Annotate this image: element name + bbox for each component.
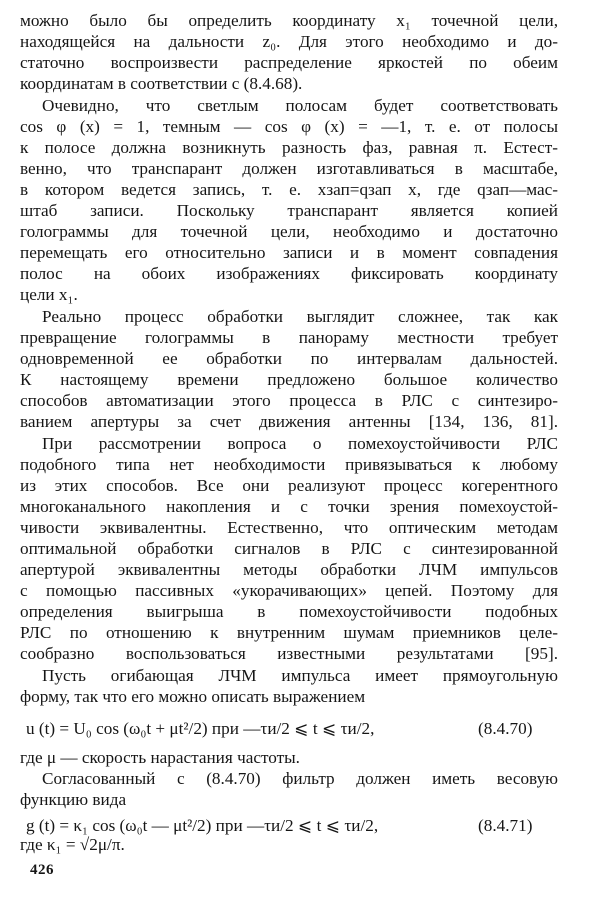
text-line-content: Очевидно, что светлым полосам будет соответствовать xyxy=(42,96,558,115)
text-line-content: можно было бы определить координату x₁ точечной цели, xyxy=(20,11,558,30)
text-line-content: функцию вида xyxy=(20,790,127,809)
equation-8-4-70 xyxy=(0,716,589,742)
text-line-content: К настоящему времени предложено большое количество xyxy=(20,370,558,389)
text-line-content: многоканального накопления и с точки зрения помехоустой- xyxy=(20,497,558,516)
text-line xyxy=(0,643,589,665)
text-line-content: из этих способов. Все они реализуют процесс когерентного xyxy=(20,476,558,495)
text-line xyxy=(0,242,589,264)
text-line xyxy=(0,284,589,306)
text-line xyxy=(0,158,589,180)
text-line-content: голограммы для точечной цели, необходимо и достаточно xyxy=(20,222,558,241)
text-line-content: cos φ (x) = 1, темным — cos φ (x) = —1, т. е. от полосы xyxy=(20,117,558,136)
text-line-content: статочно воспроизвести распределение яркостей по обеим xyxy=(20,53,558,72)
text-line xyxy=(0,200,589,222)
text-line xyxy=(0,559,589,581)
text-line xyxy=(0,73,589,95)
text-line-content: форму, так что его можно описать выражением xyxy=(20,687,366,706)
equation-expression: g (t) = κ₁ cos (ω₀t — μt²/2) при —τи/2 ⩽ t ⩽ τи/2, xyxy=(26,816,379,835)
text-line xyxy=(0,496,589,518)
text-line-content: где κ₁ = √2μ/π. xyxy=(20,835,125,854)
text-line-content: Реально процесс обработки выглядит сложнее, так как xyxy=(42,307,558,326)
text-line xyxy=(0,390,589,412)
text-line-content: ванием апертуры за счет движения антенны [134, 136, 81]. xyxy=(20,412,558,431)
text-line xyxy=(0,95,589,117)
text-line xyxy=(0,454,589,476)
text-line xyxy=(0,31,589,53)
text-line-content: к полосе должна возникнуть разность фаз, равная π. Естест- xyxy=(20,138,558,157)
text-line-content: определения выигрыша в помехоустойчивости подобных xyxy=(20,602,558,621)
text-line-content: сообразно воспользоваться известными результатами [95]. xyxy=(20,644,558,663)
text-line-content: где μ — скорость нарастания частоты. xyxy=(20,748,300,767)
text-line-content: РЛС по отношению к внутренним шумам приемников целе- xyxy=(20,623,558,642)
text-line xyxy=(0,622,589,644)
text-line-content: в котором ведется запись, т. е. xзап=qзап x, где qзап—мас- xyxy=(20,180,558,199)
text-line-content: При рассмотрении вопроса о помехоустойчивости РЛС xyxy=(42,434,558,453)
page-number: 426 xyxy=(30,862,54,878)
text-line-content: апертурой эквивалентны методы обработки ЛЧМ импульсов xyxy=(20,560,558,579)
equation-expression: u (t) = U₀ cos (ω₀t + μt²/2) при —τи/2 ⩽ t ⩽ τи/2, xyxy=(26,719,375,738)
text-line xyxy=(0,601,589,623)
text-line-content: штаб записи. Поскольку транспарант является копией xyxy=(20,201,558,220)
text-line xyxy=(0,179,589,201)
text-line-content: Согласованный с (8.4.70) фильтр должен иметь весовую xyxy=(42,769,558,788)
text-line-content: подобного типа нет необходимости привязываться к любому xyxy=(20,455,558,474)
text-line-content: Пусть огибающая ЛЧМ импульса имеет прямоугольную xyxy=(42,666,558,685)
text-line-content: чивости эквивалентны. Естественно, что оптическим методам xyxy=(20,518,558,537)
text-line-content: полос на обоих изображениях фиксировать координату xyxy=(20,264,558,283)
text-line-content: цели x₁. xyxy=(20,285,78,304)
text-line-content: венно, что транспарант должен изготавливаться в масштабе, xyxy=(20,159,558,178)
text-line-content: способов автоматизации этого процесса в РЛС с синтезиро- xyxy=(20,391,558,410)
text-line-content: одновременной ее обработки по интервалам дальностей. xyxy=(20,349,558,368)
text-line xyxy=(0,789,589,811)
text-line xyxy=(0,538,589,560)
text-line xyxy=(0,52,589,74)
text-line-content: превращение голограммы в панораму местности требует xyxy=(20,328,558,347)
text-line-content: координатам в соответствии с (8.4.68). xyxy=(20,74,303,93)
text-line xyxy=(0,747,589,769)
text-line xyxy=(0,517,589,539)
text-line xyxy=(0,768,589,790)
text-line xyxy=(0,327,589,349)
text-line xyxy=(0,475,589,497)
text-line xyxy=(0,686,589,708)
equation-number: (8.4.70) xyxy=(478,719,533,738)
text-line-content: находящейся на дальности z₀. Для этого необходимо и до- xyxy=(20,32,558,51)
text-line xyxy=(0,580,589,602)
text-line xyxy=(0,433,589,455)
text-line-content: с помощью пассивных «укорачивающих» цепей. Поэтому для xyxy=(20,581,558,600)
text-line xyxy=(0,263,589,285)
text-line xyxy=(0,411,589,433)
text-line-content: оптимальной обработки сигналов в РЛС с синтезированной xyxy=(20,539,558,558)
text-line xyxy=(0,369,589,391)
text-line xyxy=(0,348,589,370)
equation-number: (8.4.71) xyxy=(478,816,533,835)
text-line xyxy=(0,137,589,159)
text-line xyxy=(0,834,589,856)
text-line xyxy=(0,306,589,328)
text-line xyxy=(0,665,589,687)
text-line xyxy=(0,116,589,138)
text-line xyxy=(0,221,589,243)
text-line-content: перемещать его относительно записи и в момент совпадения xyxy=(20,243,558,262)
text-line xyxy=(0,10,589,32)
